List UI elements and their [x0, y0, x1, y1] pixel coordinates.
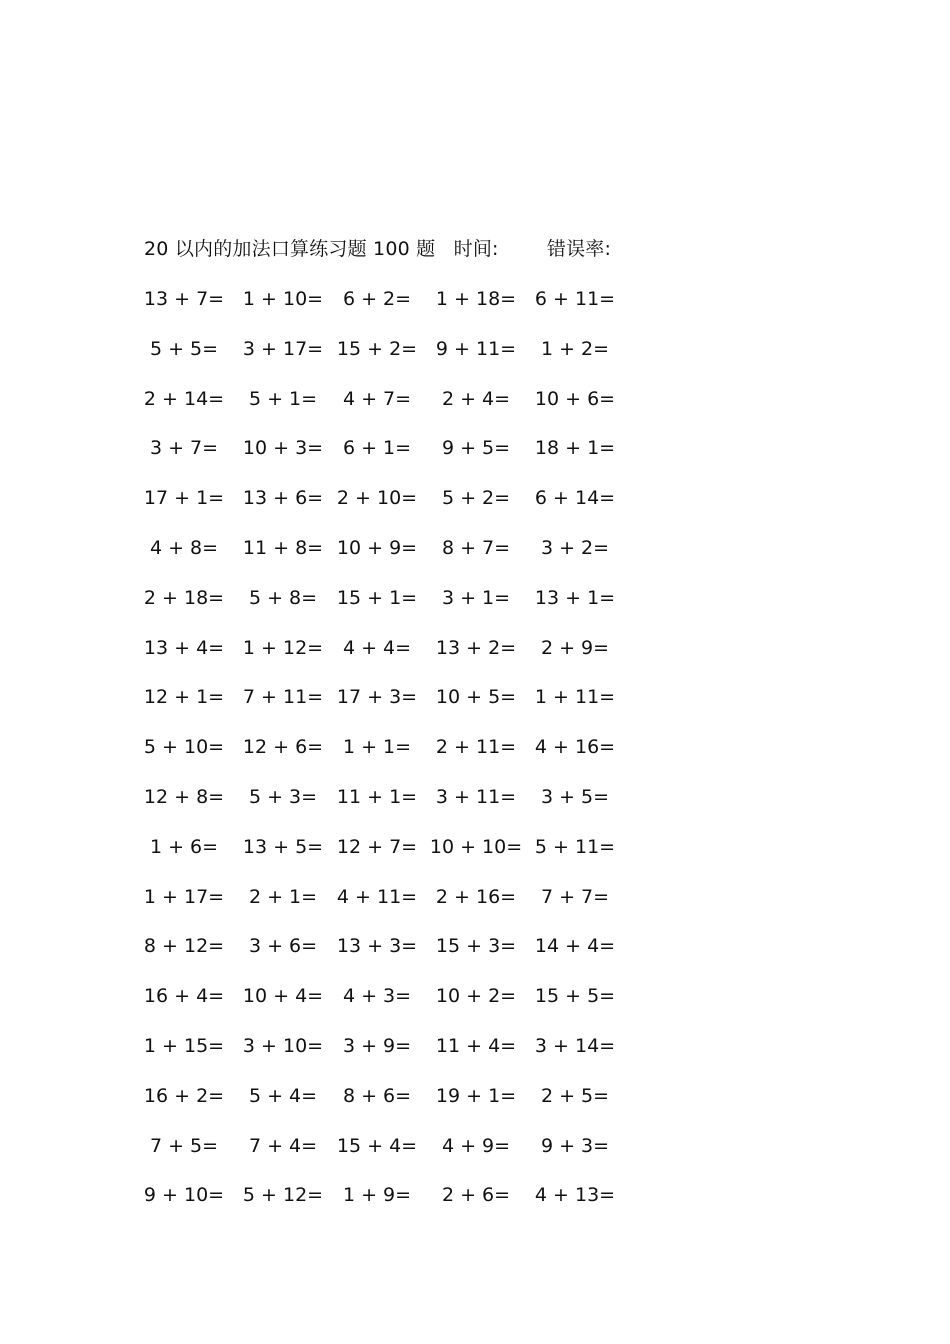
addition-problem: 13 + 4=	[143, 636, 225, 659]
addition-problem: 15 + 1=	[336, 586, 418, 609]
addition-problem: 2 + 16=	[435, 885, 517, 908]
addition-problem: 5 + 5=	[149, 337, 219, 360]
addition-problem: 15 + 3=	[435, 935, 517, 958]
addition-problem: 9 + 11=	[435, 337, 517, 360]
addition-problem: 2 + 11=	[435, 736, 517, 759]
addition-problem: 3 + 1=	[441, 586, 511, 609]
addition-problem: 10 + 4=	[242, 985, 324, 1008]
addition-problem: 9 + 5=	[441, 437, 511, 460]
addition-problem: 11 + 4=	[435, 1034, 517, 1057]
addition-problem: 10 + 6=	[534, 387, 616, 410]
addition-problem: 2 + 14=	[143, 387, 225, 410]
addition-problem: 13 + 5=	[242, 835, 324, 858]
addition-problem: 10 + 10=	[429, 835, 523, 858]
addition-problem: 16 + 4=	[143, 985, 225, 1008]
addition-problem: 1 + 11=	[534, 686, 616, 709]
addition-problem: 8 + 12=	[143, 935, 225, 958]
addition-problem: 5 + 11=	[534, 835, 616, 858]
addition-problem: 12 + 8=	[143, 785, 225, 808]
addition-problem: 10 + 2=	[435, 985, 517, 1008]
addition-problem: 16 + 2=	[143, 1084, 225, 1107]
addition-problem: 1 + 10=	[242, 288, 324, 310]
addition-problem: 13 + 2=	[435, 636, 517, 659]
addition-problem: 12 + 6=	[242, 736, 324, 759]
addition-problem: 3 + 2=	[540, 536, 610, 559]
addition-problem: 10 + 5=	[435, 686, 517, 709]
addition-problem: 4 + 3=	[342, 985, 412, 1008]
addition-problem: 11 + 8=	[242, 536, 324, 559]
addition-problem: 2 + 9=	[540, 636, 610, 659]
addition-problem: 13 + 7=	[143, 288, 225, 310]
addition-problem: 1 + 9=	[342, 1184, 412, 1207]
addition-problem: 12 + 1=	[143, 686, 225, 709]
addition-problem: 15 + 4=	[336, 1134, 418, 1157]
addition-problem: 3 + 9=	[342, 1034, 412, 1057]
addition-problem: 10 + 9=	[336, 536, 418, 559]
addition-problem: 5 + 10=	[143, 736, 225, 759]
addition-problem: 15 + 2=	[336, 337, 418, 360]
addition-problem: 4 + 4=	[342, 636, 412, 659]
addition-problem: 8 + 6=	[342, 1084, 412, 1107]
addition-problem: 18 + 1=	[534, 437, 616, 460]
addition-problem: 2 + 10=	[336, 487, 418, 510]
addition-problem: 2 + 5=	[540, 1084, 610, 1107]
addition-problem: 6 + 14=	[534, 487, 616, 510]
addition-problem: 3 + 10=	[242, 1034, 324, 1057]
addition-problem: 2 + 6=	[441, 1184, 511, 1207]
addition-problem: 9 + 3=	[540, 1134, 610, 1157]
addition-problem: 7 + 5=	[149, 1134, 219, 1157]
addition-problem: 15 + 5=	[534, 985, 616, 1008]
addition-problem: 5 + 12=	[242, 1184, 324, 1207]
addition-problem: 19 + 1=	[435, 1084, 517, 1107]
addition-problem: 13 + 1=	[534, 586, 616, 609]
addition-problem: 4 + 16=	[534, 736, 616, 759]
addition-problem: 1 + 2=	[540, 337, 610, 360]
addition-problem: 5 + 8=	[248, 586, 318, 609]
addition-problem: 17 + 1=	[143, 487, 225, 510]
addition-problem: 3 + 17=	[242, 337, 324, 360]
addition-problem: 5 + 1=	[248, 387, 318, 410]
time-label: 时间:	[453, 238, 499, 260]
addition-problem: 4 + 13=	[534, 1184, 616, 1207]
addition-problem: 13 + 3=	[336, 935, 418, 958]
addition-problem: 1 + 1=	[342, 736, 412, 759]
addition-problem: 14 + 4=	[534, 935, 616, 958]
addition-problem: 2 + 1=	[248, 885, 318, 908]
error-rate-label: 错误率:	[546, 238, 612, 260]
addition-problem: 3 + 5=	[540, 785, 610, 808]
addition-problem: 3 + 11=	[435, 785, 517, 808]
addition-problem: 1 + 12=	[242, 636, 324, 659]
addition-problem: 1 + 18=	[435, 288, 517, 310]
addition-problem: 9 + 10=	[143, 1184, 225, 1207]
addition-problem: 10 + 3=	[242, 437, 324, 460]
addition-problem: 7 + 7=	[540, 885, 610, 908]
addition-problem: 5 + 4=	[248, 1084, 318, 1107]
addition-problem: 4 + 11=	[336, 885, 418, 908]
addition-problem: 2 + 18=	[143, 586, 225, 609]
addition-problem: 17 + 3=	[336, 686, 418, 709]
addition-problem: 3 + 7=	[149, 437, 219, 460]
addition-problem: 6 + 1=	[342, 437, 412, 460]
addition-problem: 6 + 2=	[342, 288, 412, 310]
addition-problem: 3 + 6=	[248, 935, 318, 958]
worksheet-title: 20 以内的加法口算练习题 100 题	[144, 238, 436, 260]
addition-problem: 4 + 8=	[149, 536, 219, 559]
addition-problem: 11 + 1=	[336, 785, 418, 808]
addition-problem: 4 + 9=	[441, 1134, 511, 1157]
addition-problem: 1 + 17=	[143, 885, 225, 908]
addition-problem: 13 + 6=	[242, 487, 324, 510]
worksheet-header	[144, 236, 611, 262]
addition-problem: 5 + 2=	[441, 487, 511, 510]
addition-problem: 4 + 7=	[342, 387, 412, 410]
addition-problem: 1 + 6=	[149, 835, 219, 858]
addition-problem: 8 + 7=	[441, 536, 511, 559]
addition-problem: 12 + 7=	[336, 835, 418, 858]
addition-problem: 5 + 3=	[248, 785, 318, 808]
addition-problem: 7 + 4=	[248, 1134, 318, 1157]
addition-problem: 6 + 11=	[534, 288, 616, 310]
addition-problem: 7 + 11=	[242, 686, 324, 709]
addition-problem: 3 + 14=	[534, 1034, 616, 1057]
addition-problem: 1 + 15=	[143, 1034, 225, 1057]
addition-problem: 2 + 4=	[441, 387, 511, 410]
